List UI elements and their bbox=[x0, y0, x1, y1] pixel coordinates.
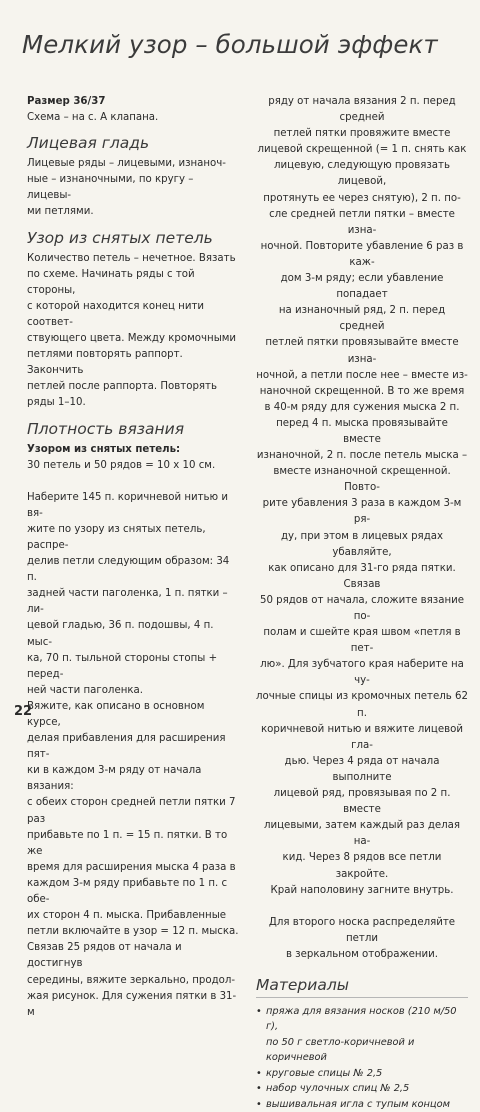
text-line: лицевой ряд, провязывая по 2 п. вместе bbox=[273, 788, 451, 816]
text-line: лицевой скрещенной (= 1 п. снять как bbox=[257, 144, 467, 156]
text-line: изнаночной, 2 п. после петель мыска – bbox=[256, 450, 468, 462]
instructions-text bbox=[27, 490, 239, 1021]
material-item: • вышивальная игла с тупым концом bbox=[256, 1097, 468, 1112]
density-subheading: Узором из снятых петель: bbox=[27, 443, 181, 455]
materials-list bbox=[256, 1004, 468, 1112]
text-line: петлей пятки провяжите вместе bbox=[273, 128, 451, 140]
text-line: сле средней петли пятки – вместе изна- bbox=[269, 208, 455, 236]
bullet-icon: • bbox=[256, 1006, 262, 1018]
text-line: коричневой нитью и вяжите лицевой гла- bbox=[261, 723, 463, 751]
text-line: дью. Через 4 ряда от начала выполните bbox=[284, 755, 440, 783]
material-item: • круговые спицы № 2,5 bbox=[256, 1066, 468, 1081]
text-line: на изнаночный ряд, 2 п. перед средней bbox=[278, 305, 446, 333]
text-line: лочные спицы из кромочных петель 62 п. bbox=[256, 691, 468, 719]
page-number: 22 bbox=[14, 704, 33, 719]
text-line: лю». Для зубчатого края наберите на чу- bbox=[260, 659, 464, 687]
text-line: протянуть ее через снятую), 2 п. по- bbox=[263, 192, 461, 204]
text-line: перед 4 п. мыска провязывайте вместе bbox=[276, 417, 448, 445]
text-line: как описано для 31-го ряда пятки. Связав bbox=[268, 562, 456, 590]
text-line: каждом 3-м ряду прибавьте по 1 п. с обе- bbox=[27, 877, 228, 906]
text-line: с которой находится конец нити соответ- bbox=[27, 300, 205, 328]
heading-density: Плотность вязания bbox=[27, 419, 185, 438]
text-line: ряду от начала вязания 2 п. перед средней bbox=[268, 96, 456, 124]
text-line: дом 3-м ряду; если убавление попадает bbox=[280, 273, 444, 301]
text-line: Край наполовину загните внутрь. bbox=[270, 884, 454, 896]
bullet-icon: • bbox=[256, 1083, 262, 1095]
page-title: Мелкий узор – большой эффект bbox=[22, 30, 438, 59]
text-line: в 40-м ряду для сужения мыска 2 п. bbox=[264, 401, 460, 413]
text-line: жая рисунок. Для сужения пятки в 31-м bbox=[27, 990, 237, 1018]
right-column bbox=[256, 94, 468, 1112]
text-line: петлей после раппорта. Повторять bbox=[27, 381, 217, 393]
text-line: прибавьте по 1 п. = 15 п. пятки. В то же bbox=[27, 829, 228, 857]
scheme-label: Схема – на с. А клапана. bbox=[27, 112, 159, 124]
text-line: середины, вяжите зеркально, продол- bbox=[27, 974, 236, 986]
text-line: делая прибавления для расширения пят- bbox=[27, 733, 226, 761]
text-line: ночной, а петли после нее – вместе из- bbox=[256, 369, 468, 381]
text-line: петлями повторять раппорт. Закончить bbox=[27, 349, 183, 377]
text-line: рите убавления 3 раза в каждом 3-м ря- bbox=[262, 498, 462, 526]
text-line: Наберите 145 п. коричневой нитью и вя- bbox=[27, 491, 228, 519]
density-value: 30 петель и 50 рядов = 10 х 10 см. bbox=[27, 459, 216, 471]
material-item: • пряжа для вязания носков (210 м/50 г), bbox=[256, 1006, 457, 1033]
text-line: ки в каждом 3-м ряду от начала вязания: bbox=[27, 765, 202, 793]
text-line: кид. Через 8 рядов все петли закройте. bbox=[282, 852, 442, 880]
left-column bbox=[27, 94, 239, 1021]
text-line: задней части паголенка, 1 п. пятки – ли- bbox=[27, 588, 228, 616]
text-line: петли включайте в узор = 12 п. мыска. bbox=[27, 926, 239, 938]
material-item: • набор чулочных спиц № 2,5 bbox=[256, 1081, 468, 1096]
text-line: лицевую, следующую провязать лицевой, bbox=[274, 160, 450, 188]
text-line: ка, 70 п. тыльной стороны стопы + перед- bbox=[27, 652, 218, 680]
text-line: Связав 25 рядов от начала и достигнув bbox=[27, 942, 182, 970]
text-line: ней части паголенка. bbox=[27, 684, 144, 696]
material-item-continued: по 50 г светло-коричневой и коричневой bbox=[266, 1036, 415, 1064]
heading-slip-pattern: Узор из снятых петель bbox=[27, 228, 213, 247]
text-line: ные – изнаночными, по кругу – лицевы- bbox=[27, 174, 194, 202]
text-line: петлей пятки провязывайте вместе изна- bbox=[265, 337, 459, 365]
text-line: ми петлями. bbox=[27, 206, 94, 218]
text-line: с обеих сторон средней петли пятки 7 раз bbox=[27, 797, 236, 825]
text-line: время для расширения мыска 4 раза в bbox=[27, 861, 236, 873]
text-line: ночной. Повторите убавление 6 раз в каж- bbox=[260, 240, 464, 268]
text-line: вместе изнаночной скрещенной. Повто- bbox=[273, 466, 451, 494]
text-line: Вяжите, как описано в основном курсе, bbox=[27, 700, 205, 728]
text-line: лицевыми, затем каждый раз делая на- bbox=[263, 820, 461, 848]
second-sock-text bbox=[256, 915, 468, 963]
text-line: их сторон 4 п. мыска. Прибавленные bbox=[27, 910, 227, 922]
text-line: наночной скрещенной. В то же время bbox=[259, 385, 465, 397]
text-line: Количество петель – нечетное. Вязать bbox=[27, 252, 236, 264]
text-line: в зеркальном отображении. bbox=[285, 948, 439, 960]
face-stitch-text bbox=[27, 156, 239, 220]
text-line: делив петли следующим образом: 34 п. bbox=[27, 556, 230, 584]
text-line: жите по узору из снятых петель, распре- bbox=[27, 523, 206, 551]
materials-heading: Материалы bbox=[256, 977, 468, 998]
materials-section bbox=[256, 977, 468, 1112]
text-line: цевой гладью, 36 п. подошвы, 4 п. мыс- bbox=[27, 620, 214, 648]
instructions-continued bbox=[256, 94, 468, 899]
text-line: Лицевые ряды – лицевыми, изнаноч- bbox=[27, 158, 226, 170]
text-line: Для второго носка распределяйте петли bbox=[268, 916, 456, 944]
slip-pattern-text bbox=[27, 251, 239, 412]
bullet-icon: • bbox=[256, 1098, 262, 1110]
bullet-icon: • bbox=[256, 1067, 262, 1079]
text-line: ствующего цвета. Между кромочными bbox=[27, 333, 237, 345]
text-line: ряды 1–10. bbox=[27, 397, 86, 409]
text-line: по схеме. Начинать ряды с той стороны, bbox=[27, 268, 195, 296]
size-label: Размер 36/37 bbox=[27, 96, 106, 107]
text-line: 50 рядов от начала, сложите вязание по- bbox=[259, 594, 465, 622]
text-line: ду, при этом в лицевых рядах убавляйте, bbox=[280, 530, 444, 558]
heading-face-stitch: Лицевая гладь bbox=[27, 134, 150, 153]
text-line: полам и сшейте края швом «петля в пет- bbox=[263, 627, 461, 655]
